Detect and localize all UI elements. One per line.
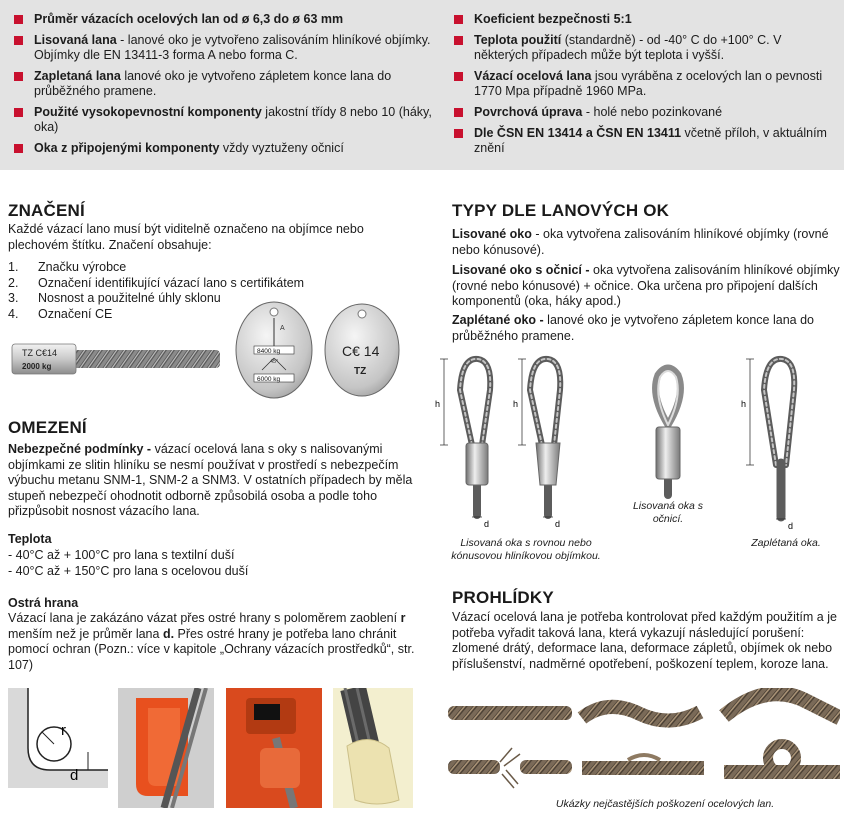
rope-sleeve-photo: [333, 688, 413, 808]
inspection-title: PROHLÍDKY: [452, 588, 554, 607]
height-dim-label: h: [513, 399, 519, 409]
sharp-edge-paragraph: Vázací lana je zakázáno vázat přes ostré hrany s poloměrem zaoblení r menším než je průměr lana d. Přes ostré hrany je potřeba lano chránit pomocí ochran (Pozn.: více v kapitole „Ochrany vázacích prostředků“, str. 107): [8, 611, 415, 672]
bullet-icon: [14, 144, 23, 153]
height-dim-label: h: [741, 399, 747, 409]
tag-lower-capacity: 6000 kg: [257, 376, 281, 383]
banner-item: Průměr vázacích ocelových lan od ø 6,3 do ø 63 mm: [14, 12, 434, 27]
list-item: 2. Označení identifikující vázací lano s certifikátem: [8, 275, 305, 290]
caption-spliced-eyes: Zaplétaná oka.: [751, 537, 821, 549]
radius-label: r: [61, 722, 66, 739]
diameter-dim-label: d: [555, 519, 561, 529]
types-title: TYPY DLE LANOVÝCH OK: [452, 201, 670, 220]
sharp-edge-title: Ostrá hrana: [8, 596, 79, 610]
capacity-tag-illustration: [234, 300, 314, 400]
bullet-icon: [454, 108, 463, 117]
caption-pressed-eyes: Lisovaná oka s rovnou nebo kónusovou hliníkovou objímkou.: [451, 537, 601, 562]
bullet-icon: [454, 129, 463, 138]
feature-banner: [0, 0, 844, 170]
banner-item: Zapletaná lana lanové oko je vytvořeno zápletem konce lana do průběžného pramene.: [14, 69, 434, 99]
inspection-caption: Ukázky nejčastějších poškození ocelových lan.: [555, 798, 775, 810]
edge-radius-diagram: [8, 688, 108, 788]
sleeve-capacity-text: 2000 kg: [22, 362, 52, 371]
banner-item: Koeficient bezpečnosti 5:1: [454, 12, 834, 27]
marked-rope-illustration: [10, 340, 220, 380]
bullet-icon: [454, 36, 463, 45]
banner-item: Dle ČSN EN 13414 a ČSN EN 13411 včetně příloh, v aktuálním znění: [454, 126, 834, 156]
tag-label-text: A: [280, 325, 285, 332]
banner-item: Lisovaná lana - lanové oko je vytvořeno zalisováním hliníkové objímky. Objímky dle EN 13411-3 forma A nebo forma C.: [14, 33, 434, 63]
diameter-label: d: [70, 767, 79, 784]
bullet-icon: [14, 72, 23, 81]
limits-title: OMEZENÍ: [8, 418, 87, 437]
type-pressed-paragraph: Lisované oko - oka vytvořena zalisováním hliníkové objímky (rovné nebo kónusové).: [452, 227, 829, 257]
banner-right-list: [454, 12, 834, 162]
caption-thimble-eyes: Lisovaná oka s očnicí.: [632, 500, 704, 525]
list-item: 1. Značku výrobce: [8, 260, 127, 274]
bullet-icon: [14, 36, 23, 45]
type-thimble-paragraph: Lisované oko s očnicí - oka vytvořena zalisováním hliníkové objímky (rovné nebo kónusové) + očnice. Oka určena pro připojení dalších komponentů (oka, háky apod.): [452, 263, 840, 308]
banner-item: Použité vysokopevnostní komponenty jakostní třídy 8 nebo 10 (háky, oka): [14, 105, 434, 135]
tag-maker-mark: TZ: [354, 366, 367, 377]
diameter-dim-label: d: [484, 519, 490, 529]
type-spliced-paragraph: Zaplétané oko - lanové oko je vytvořeno zápletem konce lana do průběžného pramene.: [452, 313, 814, 343]
tag-angle-text: 45°: [270, 359, 279, 365]
tag-ce-mark: C€ 14: [342, 343, 380, 359]
height-dim-label: h: [435, 399, 441, 409]
bullet-icon: [454, 72, 463, 81]
temperature-line: - 40°C až + 150°C pro lana s ocelovou duší: [8, 564, 249, 578]
banner-item: Oka z připojenými komponenty vždy vyztuženy očnicí: [14, 141, 434, 156]
rope-damage-examples: [448, 688, 840, 792]
bullet-icon: [454, 15, 463, 24]
banner-item: Vázací ocelová lana jsou vyráběna z ocelových lan o pevnosti 1770 Mpa případně 1960 MPa.: [454, 69, 834, 99]
danger-paragraph: Nebezpečné podmínky - vázací ocelová lana s oky s nalisovanými objímkami ze slitin hliníku se nesmí používat v prostředí s nebezpečím výbuchu metanu SNM-1, SNM-2 a SNM3. V ostatních případech by měla stupeň nebezpečí ohodnotit odborně způsobilá osoba a podle toho přizpůsobit nosnost vázacího lana.: [8, 442, 413, 518]
marking-title: ZNAČENÍ: [8, 201, 85, 220]
marking-intro: Každé vázací lano musí být viditelně označeno na objímce nebo plechovém štítku. Značení obsahuje:: [8, 222, 364, 252]
inspection-paragraph: Vázací ocelová lana je potřeba kontrolovat před každým použitím a je potřeba vyřadit taková lana, která vykazují následující porušení: zlomené drátý, deformace lana, deformace zápletů, objímek ok nebo příslušenství, nadměrné opotřebení, poškození teplem, koroze lana.: [452, 610, 837, 671]
edge-protector-photo-2: [226, 688, 322, 808]
bullet-icon: [14, 108, 23, 117]
banner-left-list: [14, 12, 434, 162]
temperature-line: - 40°C až + 100°C pro lana s textilní duší: [8, 548, 235, 562]
sleeve-mark-text: TZ C€14: [22, 348, 58, 358]
list-item: 4. Označení CE: [8, 306, 113, 321]
edge-protector-photo: [118, 688, 214, 808]
bullet-icon: [14, 15, 23, 24]
temperature-title: Teplota: [8, 532, 52, 546]
banner-item: Teplota použití (standardně) - od -40° C do +100° C. V některých případech může být teplota i vyšší.: [454, 33, 834, 63]
ce-tag-illustration: [322, 302, 402, 398]
diameter-dim-label: d: [788, 521, 794, 531]
list-item: 3. Nosnost a použitelné úhly sklonu: [8, 291, 221, 305]
banner-item: Povrchová úprava - holé nebo pozinkované: [454, 105, 834, 120]
tag-upper-capacity: 8400 kg: [257, 348, 281, 355]
